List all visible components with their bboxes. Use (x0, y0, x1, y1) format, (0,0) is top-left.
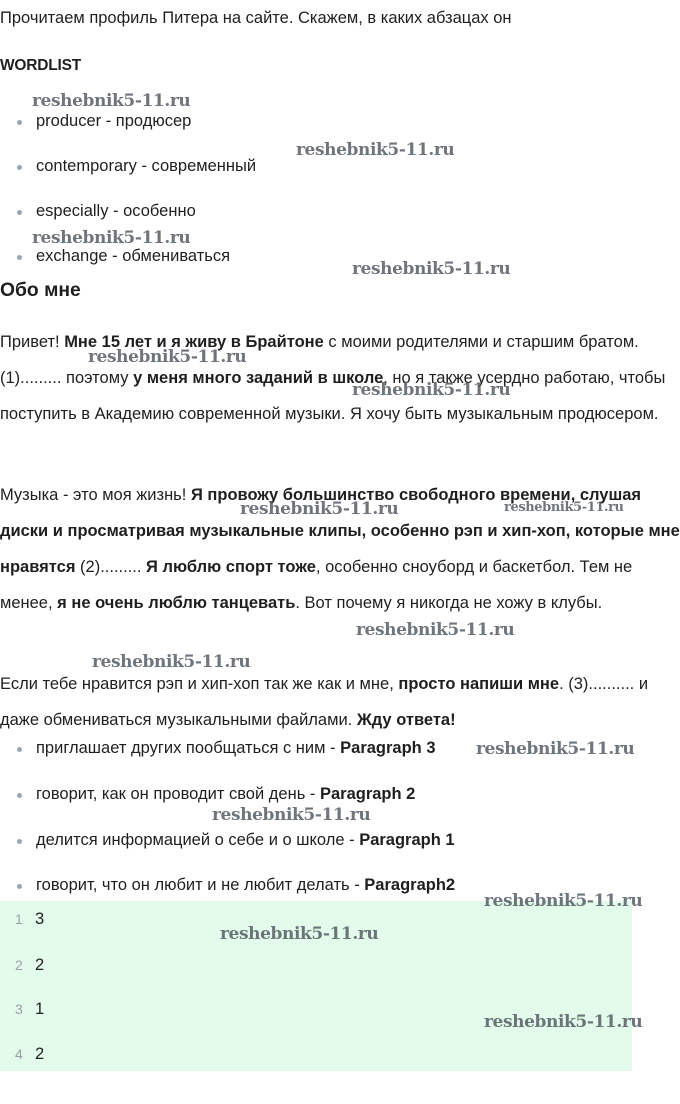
answer-item (36, 782, 415, 806)
wordlist-item-text: producer - продюсер (36, 112, 192, 130)
p3-text-2: . (3).......... и даже обмениваться музыкальными файлами. (0, 675, 649, 729)
row-value: 2 (35, 956, 45, 974)
p2-bold-2: Я люблю спорт тоже (146, 558, 316, 576)
about-title: Обо мне (0, 280, 81, 301)
bullet-icon (17, 747, 22, 752)
row-number: 3 (15, 1001, 23, 1017)
wordlist-title: WORDLIST (0, 57, 82, 74)
watermark: reshebnik5-11.ru (352, 380, 511, 400)
answer-item (36, 736, 436, 760)
row-value: 2 (35, 1045, 45, 1063)
p1-text-3: , но я также усердно работаю, чтобы поступить в Академию современной музыки. Я хочу быть музыкальным продюсером. (0, 369, 666, 423)
p2-text-2: (2)......... (75, 558, 147, 576)
p1-bold-1: Мне 15 лет и я живу в Брайтоне (64, 333, 324, 351)
watermark: reshebnik5-11.ru (240, 499, 399, 519)
watermark: reshebnik5-11.ru (352, 259, 511, 279)
watermark: reshebnik5-11.ru (484, 891, 643, 911)
p2-text-1: Музыка - это моя жизнь! (0, 486, 191, 504)
row-number: 4 (15, 1046, 23, 1062)
bullet-icon (17, 210, 22, 215)
row-value: 1 (35, 1000, 45, 1018)
answer-text: говорит, как он проводит свой день - (36, 785, 320, 803)
paragraph-1 (0, 324, 680, 432)
p2-text-4: . Вот почему я никогда не хожу в клубы. (295, 594, 603, 612)
p1-text-1: Привет! (0, 333, 65, 351)
intro-text: Прочитаем профиль Питера на сайте. Скажем, в каких абзацах он (0, 9, 512, 27)
row-number: 1 (15, 911, 23, 927)
watermark: reshebnik5-11.ru (296, 140, 455, 160)
answer-text: приглашает других пообщаться с ним - (36, 739, 341, 757)
watermark: reshebnik5-11.ru (220, 924, 379, 944)
row-number: 2 (15, 957, 23, 973)
answer-text: делится информацией о себе и о школе - (36, 831, 360, 849)
wordlist-item-text: contemporary - современный (36, 157, 257, 175)
watermark: reshebnik5-11.ru (32, 228, 191, 248)
bullet-icon (17, 165, 22, 170)
paragraph-3 (0, 666, 680, 738)
bullet-icon (17, 884, 22, 889)
p2-bold-3: я не очень люблю танцевать (57, 594, 296, 612)
wordlist-item-text: exchange - обмениваться (36, 247, 231, 265)
answer-paragraph: Paragraph 1 (359, 831, 455, 849)
watermark: reshebnik5-11.ru (484, 1012, 643, 1032)
row-value: 3 (35, 910, 45, 928)
watermark: reshebnik5-11.ru (32, 91, 191, 111)
answer-item (36, 828, 455, 852)
p3-text-1: Если тебе нравится рэп и хип-хоп так же как и мне, (0, 675, 399, 693)
answer-item (36, 873, 455, 897)
p3-bold-2: Жду ответа! (356, 711, 456, 729)
answer-text: говорит, что он любит и не любит делать - (36, 876, 365, 894)
wordlist-item-text: especially - особенно (36, 202, 196, 220)
p1-bold-2: у меня много заданий в школе (133, 369, 384, 387)
bullet-icon (17, 839, 22, 844)
bullet-icon (17, 255, 22, 260)
watermark: reshebnik5-11.ru (476, 739, 635, 759)
answer-paragraph: Paragraph2 (364, 876, 456, 894)
answer-paragraph: Paragraph 2 (319, 785, 416, 803)
bullet-icon (17, 120, 22, 125)
p1-text-2: с моими родителями и старшим братом. (1)......... поэтому (0, 333, 639, 387)
watermark: reshebnik5-11.ru (356, 620, 515, 640)
p2-bold-1: Я провожу большинство свободного времени, слушая диски и просматривая музыкальные клипы, особенно рэп и хип-хоп, которые мне нравятся (0, 486, 680, 576)
bullet-icon (17, 793, 22, 798)
p3-bold-1: просто напиши мне (398, 675, 560, 693)
watermark: reshebnik5-11.ru (92, 652, 251, 672)
watermark: reshebnik5-11.ru (88, 347, 247, 367)
watermark: reshebnik5-11.ru (212, 805, 371, 825)
p2-text-3: , особенно сноуборд и баскетбол. Тем не менее, (0, 558, 633, 612)
answer-paragraph: Paragraph 3 (340, 739, 436, 757)
watermark: reshebnik5-11.ru (504, 500, 624, 515)
